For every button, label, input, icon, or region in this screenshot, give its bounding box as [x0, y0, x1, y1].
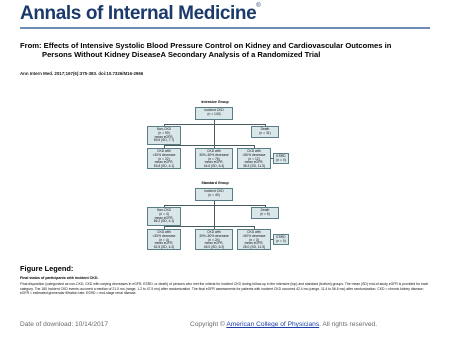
- standard-incident-label: Incident CKD: [204, 189, 224, 193]
- standard-ckd-lt30-egfr-value: 52.5 (SD, 4.2): [153, 245, 175, 250]
- copyright-suffix: . All rights reserved.: [319, 321, 378, 328]
- standard-nonckd-box: [147, 207, 181, 226]
- flowchart-figure: [145, 97, 285, 263]
- standard-incident-box: [195, 188, 233, 201]
- connector: [164, 145, 254, 146]
- standard-ckd-30to50-count: (n = 24): [208, 237, 220, 242]
- standard-death-count: (n = 5): [260, 211, 270, 216]
- standard-esrd-label: ESRD: [276, 235, 286, 239]
- intensive-ckd-gt50-egfr-value: 38.3 (SD, 11.5): [242, 164, 266, 169]
- intensive-group-label: Intensive Group: [201, 100, 229, 104]
- intensive-ckd-30to50-decrease: 30%–50% decrease: [199, 152, 229, 157]
- standard-ckd-30to50-decrease: 30%–50% decrease: [199, 233, 229, 238]
- intensive-ckd-30to50-label: CKD with: [207, 149, 221, 153]
- standard-ckd-30to50-egfr-label: mean eGFR,: [204, 241, 224, 246]
- standard-nonckd-label: Non-CKD: [156, 208, 172, 212]
- standard-ckd-gt50-box: [237, 229, 271, 250]
- intensive-ckd-lt30-box: [147, 148, 181, 169]
- standard-esrd-count: (n = 0): [276, 238, 286, 243]
- standard-death-box: [251, 207, 279, 219]
- intensive-nonckd-box: [147, 126, 181, 145]
- connector: [164, 226, 254, 227]
- intensive-ckd-30to50-egfr-label: mean eGFR,: [204, 160, 224, 165]
- header-divider: [20, 27, 430, 29]
- standard-death-label: Death: [260, 208, 270, 212]
- intensive-esrd-count: (n = 0): [276, 157, 286, 162]
- intensive-ckd-lt30-count: (n = 22): [158, 156, 170, 161]
- standard-ckd-lt30-egfr-label: mean eGFR,: [154, 241, 174, 246]
- intensive-ckd-lt30-egfr-value: 53.8 (SD, 4.1): [153, 164, 175, 169]
- intensive-ckd-gt50-decrease: >50% decrease: [242, 152, 266, 157]
- connector: [214, 124, 215, 145]
- intensive-ckd-lt30-label: CKD with: [157, 149, 171, 153]
- standard-nonckd-count: (n = 4): [159, 211, 169, 216]
- standard-nonckd-egfr-label: mean eGFR,: [154, 215, 174, 220]
- intensive-ckd-gt50-count: (n = 12): [248, 156, 260, 161]
- intensive-esrd-box: [273, 153, 289, 164]
- intensive-death-count: (n = 31): [259, 130, 271, 135]
- figure-source-line-1: From: Effects of Intensive Systolic Blood Pressure Control on Kidney and Cardiovascular Outcomes in: [20, 41, 392, 50]
- standard-esrd-box: [273, 234, 289, 245]
- legend-title: Figure Legend:: [20, 264, 74, 273]
- standard-group-label: Standard Group: [201, 181, 229, 185]
- citation: Ann Intern Med. 2017;167(6):375-383. doi:10.7326/M16-2966: [20, 71, 144, 76]
- journal-logo: [20, 3, 260, 25]
- standard-ckd-lt30-label: CKD with: [157, 230, 171, 234]
- legend-text: Final disposition (categorized as non-CKD, CKD with varying decreases in eGFR, ESRD, or death) of persons who met the criteria for incident CKD during follow-up in the intensive (top) and standard (bottom) groups. The mean (SD) end-of-study eGFR is provided for each category. The 180 incident CKD events occurred a median of 21.0 mo (range, 1.2 to 47.9 mo) after randomization. The final eGFR assessments for patients with incident CKD occurred 42.4 mo (range, 11.4 to 56.6 mo) after randomization. CKD = chronic kidney disease; eGFR = estimated glomerular filtration rate; ESRD = end-stage renal disease.: [20, 282, 429, 296]
- standard-ckd-gt50-decrease: >50% decrease: [242, 233, 266, 238]
- intensive-ckd-gt50-egfr-label: mean eGFR,: [244, 160, 264, 165]
- standard-ckd-lt30-count: (n = 4): [159, 237, 169, 242]
- figure-source-line-2: Persons Without Kidney DiseaseA Secondary Analysis of a Randomized Trial: [42, 50, 321, 60]
- journal-name: Annals of Internal Medicine: [20, 3, 257, 24]
- standard-ckd-30to50-egfr-value: 45.0 (SD, 6.2): [203, 245, 225, 250]
- intensive-nonckd-egfr-label: mean eGFR,: [154, 134, 174, 139]
- standard-ckd-gt50-egfr-label: mean eGFR,: [244, 241, 264, 246]
- journal-header: [0, 0, 450, 26]
- standard-nonckd-egfr-value: 66.2 (SD, 4.1): [153, 219, 175, 224]
- publisher-link[interactable]: American College of Physicians: [226, 321, 320, 328]
- copyright-prefix: Copyright ©: [190, 321, 227, 328]
- intensive-nonckd-count: (n = 90): [158, 130, 170, 135]
- standard-ckd-30to50-label: CKD with: [207, 230, 221, 234]
- standard-ckd-gt50-count: (n = 3): [249, 237, 259, 242]
- copyright: [190, 321, 377, 328]
- standard-incident-count: (n = 40): [208, 192, 220, 197]
- intensive-nonckd-label: Non-CKD: [156, 127, 172, 131]
- standard-ckd-30to50-box: [195, 229, 233, 250]
- intensive-ckd-30to50-egfr-value: 44.6 (SD, 6.4): [203, 164, 225, 169]
- journal-registered-mark: ®: [256, 3, 261, 9]
- intensive-death-box: [251, 126, 279, 138]
- intensive-ckd-lt30-decrease: <30% decrease: [152, 152, 176, 157]
- intensive-ckd-lt30-egfr-label: mean eGFR,: [154, 160, 174, 165]
- intensive-ckd-gt50-box: [237, 148, 271, 169]
- intensive-death-label: Death: [260, 127, 270, 131]
- intensive-incident-label: Incident CKD: [204, 108, 224, 112]
- figure-source-title: [20, 41, 430, 60]
- intensive-ckd-30to50-count: (n = 76): [208, 156, 220, 161]
- standard-ckd-gt50-label: CKD with: [247, 230, 261, 234]
- connector: [214, 205, 215, 226]
- download-date: Date of download: 10/14/2017: [20, 321, 108, 328]
- intensive-nonckd-egfr-value: 69.6 (SD, 7.7): [153, 138, 175, 143]
- intensive-ckd-gt50-label: CKD with: [247, 149, 261, 153]
- intensive-incident-box: [195, 107, 233, 120]
- intensive-esrd-label: ESRD: [276, 154, 286, 158]
- standard-ckd-lt30-box: [147, 229, 181, 250]
- legend-subtitle: Final status of participants with incident CKD.: [20, 276, 99, 280]
- intensive-ckd-30to50-box: [195, 148, 233, 169]
- standard-ckd-gt50-egfr-value: 28.0 (SD, 11.5): [242, 245, 266, 250]
- intensive-incident-count: (n = 140): [207, 111, 221, 116]
- standard-ckd-lt30-decrease: <30% decrease: [152, 233, 176, 238]
